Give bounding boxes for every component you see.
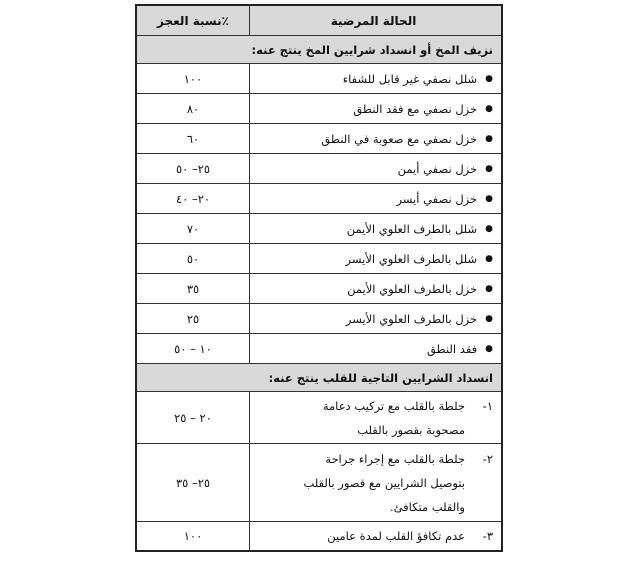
percentage-value: ٢٥– ٥٠	[175, 161, 211, 176]
bullet-icon: ●	[485, 133, 493, 144]
table-row	[137, 521, 501, 550]
percentage-value: ١٠٠	[183, 71, 203, 86]
header-percentage: نسبة العجز٪	[157, 13, 229, 28]
bullet-icon: ●	[485, 343, 493, 354]
percentage-value: ٢٠ – ٢٥	[174, 410, 212, 425]
condition-text-cont: مصحوبة بقصور بالقلب	[357, 422, 465, 437]
table-row	[137, 243, 501, 273]
condition-text: خزل نصفي مع صعوبة في النطق	[321, 131, 478, 146]
condition-text: شلل بالطرف العلوي الأيسر	[345, 251, 478, 266]
table-row	[137, 123, 501, 153]
item-number: ١-	[482, 398, 493, 413]
percentage-value: ١٠٠	[183, 529, 203, 543]
condition-text: خزل نصفي مع فقد النطق	[353, 101, 478, 116]
item-number: ٣-	[482, 529, 493, 543]
item-number: ٢-	[482, 451, 493, 466]
disability-table	[135, 4, 503, 552]
bullet-icon: ●	[485, 73, 493, 84]
bullet-icon: ●	[485, 103, 493, 114]
table-row	[137, 273, 501, 303]
table-row	[137, 183, 501, 213]
bullet-icon: ●	[485, 283, 493, 294]
table-row	[137, 93, 501, 123]
header-condition: الحالة المرضية	[249, 6, 501, 35]
table-row	[137, 443, 501, 521]
percentage-value: ٢٠– ٤٠	[175, 191, 211, 206]
condition-text: فقد النطق	[426, 341, 478, 356]
percentage-value: ٧٠	[186, 221, 200, 236]
percentage-value: ٦٠	[186, 131, 200, 146]
condition-text-cont: والقلب متكافئ.	[389, 499, 465, 514]
condition-text: شلل نصفي غير قابل للشفاء	[342, 71, 478, 86]
condition-text: خزل نصفي أيسر	[396, 191, 478, 206]
percentage-value: ١٠ – ٥٠	[174, 341, 212, 356]
condition-text: شلل بالطرف العلوي الأيمن	[346, 221, 478, 236]
bullet-icon: ●	[485, 313, 493, 324]
bullet-icon: ●	[485, 163, 493, 174]
table-row	[137, 333, 501, 363]
bullet-icon: ●	[485, 253, 493, 264]
table-row	[137, 63, 501, 93]
percentage-value: ٢٥– ٣٥	[175, 475, 211, 490]
condition-text: جلطة بالقلب مع إجراء جراحة	[325, 451, 465, 466]
section-title-heart: انسداد الشرايين التاجية للقلب ينتج عنه:	[137, 363, 501, 391]
section-title-brain: نزيف المخ أو انسداد شرايين المخ ينتج عنه:	[137, 35, 501, 63]
table-row	[137, 391, 501, 443]
table-row	[137, 213, 501, 243]
table-header	[137, 6, 501, 35]
condition-text: خزل نصفي أيمن	[397, 161, 478, 176]
percentage-value: ٢٥	[186, 311, 200, 326]
condition-text: عدم تكافؤ القلب لمدة عامين	[327, 529, 465, 543]
bullet-icon: ●	[485, 223, 493, 234]
bullet-icon: ●	[485, 193, 493, 204]
condition-text: خزل بالطرف العلوي الأيسر	[345, 311, 478, 326]
condition-text-cont: بتوصيل الشرايين مع قصور بالقلب	[303, 475, 465, 490]
table-row	[137, 303, 501, 333]
percentage-value: ٥٠	[186, 251, 200, 266]
percentage-value: ٨٠	[186, 101, 200, 116]
percentage-value: ٣٥	[186, 281, 200, 296]
table-row	[137, 153, 501, 183]
condition-text: خزل بالطرف العلوي الأيمن	[347, 281, 478, 296]
condition-text: جلطة بالقلب مع تركيب دعامة	[322, 398, 465, 413]
